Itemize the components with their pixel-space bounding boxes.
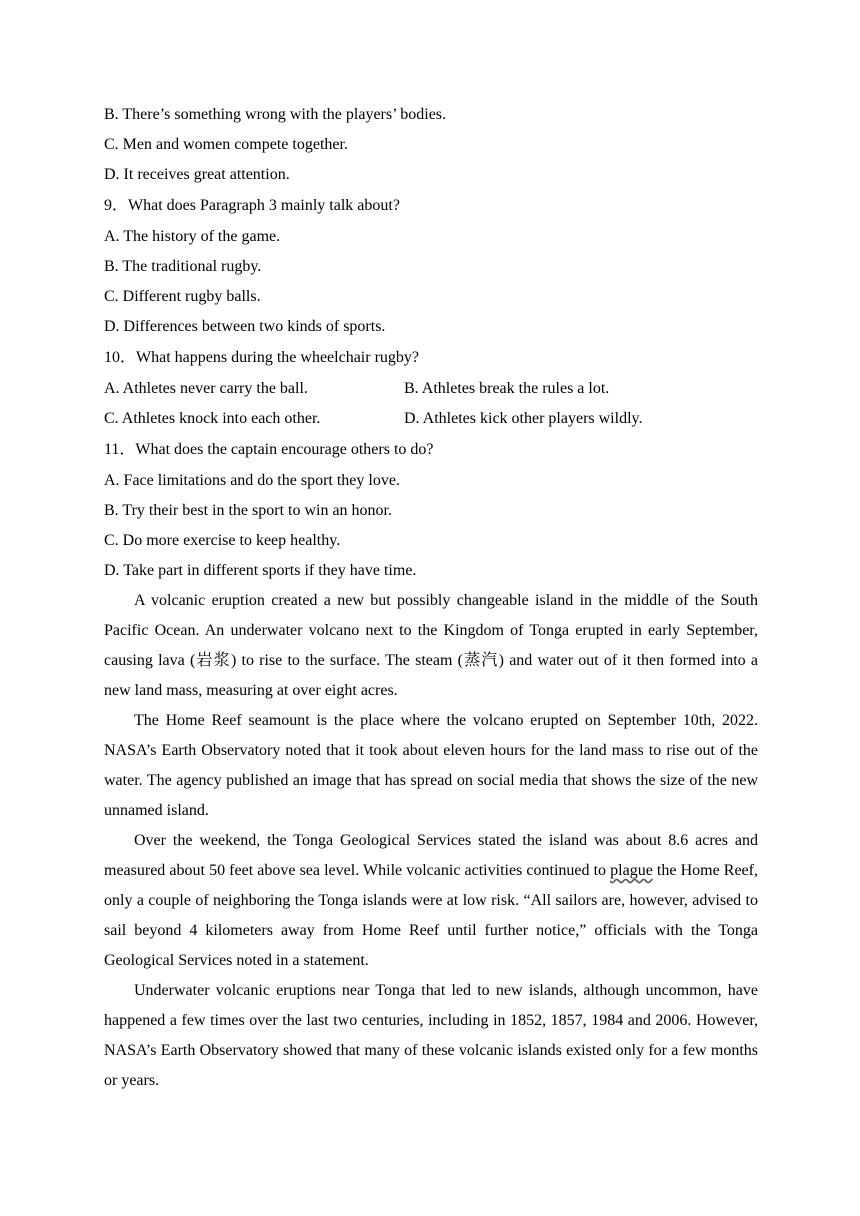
q8-option-d: D. It receives great attention. [104, 166, 290, 183]
document-page [104, 100, 758, 1096]
q11-option-d: D. Take part in different sports if they have time. [104, 562, 417, 579]
underlined-word-plague: plague [610, 862, 653, 879]
q9-stem: 9．What does Paragraph 3 mainly talk about? [104, 197, 400, 214]
q10-option-c: C. Athletes knock into each other. [104, 410, 321, 427]
q11-option-b: B. Try their best in the sport to win an honor. [104, 502, 392, 519]
q10-option-d: D. Athletes kick other players wildly. [404, 410, 643, 427]
q11-stem: 11．What does the captain encourage others to do? [104, 441, 434, 458]
passage-paragraph-2: The Home Reef seamount is the place where the volcano erupted on September 10th, 2022. NASA’s Earth Observatory noted that it took about eleven hours for the land mass to rise out of the water. The agency published an image that has spread on social media that shows the size of the new unnamed island. [104, 712, 758, 819]
passage-paragraph-4: Underwater volcanic eruptions near Tonga that led to new islands, although uncommon, have happened a few times over the last two centuries, including in 1852, 1857, 1984 and 2006. However, NASA’s Earth Observatory showed that many of these volcanic islands existed only for a few months or years. [104, 982, 758, 1089]
passage-paragraph-1: A volcanic eruption created a new but possibly changeable island in the middle of the South Pacific Ocean. An underwater volcano next to the Kingdom of Tonga erupted in early September, causing lava (岩浆) to rise to the surface. The steam (蒸汽) and water out of it then formed into a new land mass, measuring at over eight acres. [104, 592, 758, 699]
q8-option-c: C. Men and women compete together. [104, 136, 348, 153]
q10-option-b: B. Athletes break the rules a lot. [404, 380, 610, 397]
q9-option-d: D. Differences between two kinds of sports. [104, 318, 386, 335]
passage-paragraph-3 [104, 826, 758, 976]
q10-options-row-2 [104, 404, 758, 434]
paragraph-3-text-after: the Home Reef, only a couple of neighboring the Tonga islands were at low risk. “All sailors are, however, advised to sail beyond 4 kilometers away from Home Reef until further notice,” officials with the Tonga Geological Services noted in a statement. [104, 862, 758, 969]
q10-options-row-1 [104, 374, 758, 404]
q9-option-b: B. The traditional rugby. [104, 258, 262, 275]
q8-option-b: B. There’s something wrong with the players’ bodies. [104, 106, 447, 123]
paragraph-3-text-before: Over the weekend, the Tonga Geological Services stated the island was about 8.6 acres and measured about 50 feet above sea level. While volcanic activities continued to [104, 832, 758, 879]
q11-option-a: A. Face limitations and do the sport they love. [104, 472, 400, 489]
q9-option-c: C. Different rugby balls. [104, 288, 261, 305]
q10-option-a: A. Athletes never carry the ball. [104, 380, 308, 397]
q9-option-a: A. The history of the game. [104, 228, 281, 245]
q11-option-c: C. Do more exercise to keep healthy. [104, 532, 341, 549]
q10-stem: 10．What happens during the wheelchair rugby? [104, 349, 420, 366]
